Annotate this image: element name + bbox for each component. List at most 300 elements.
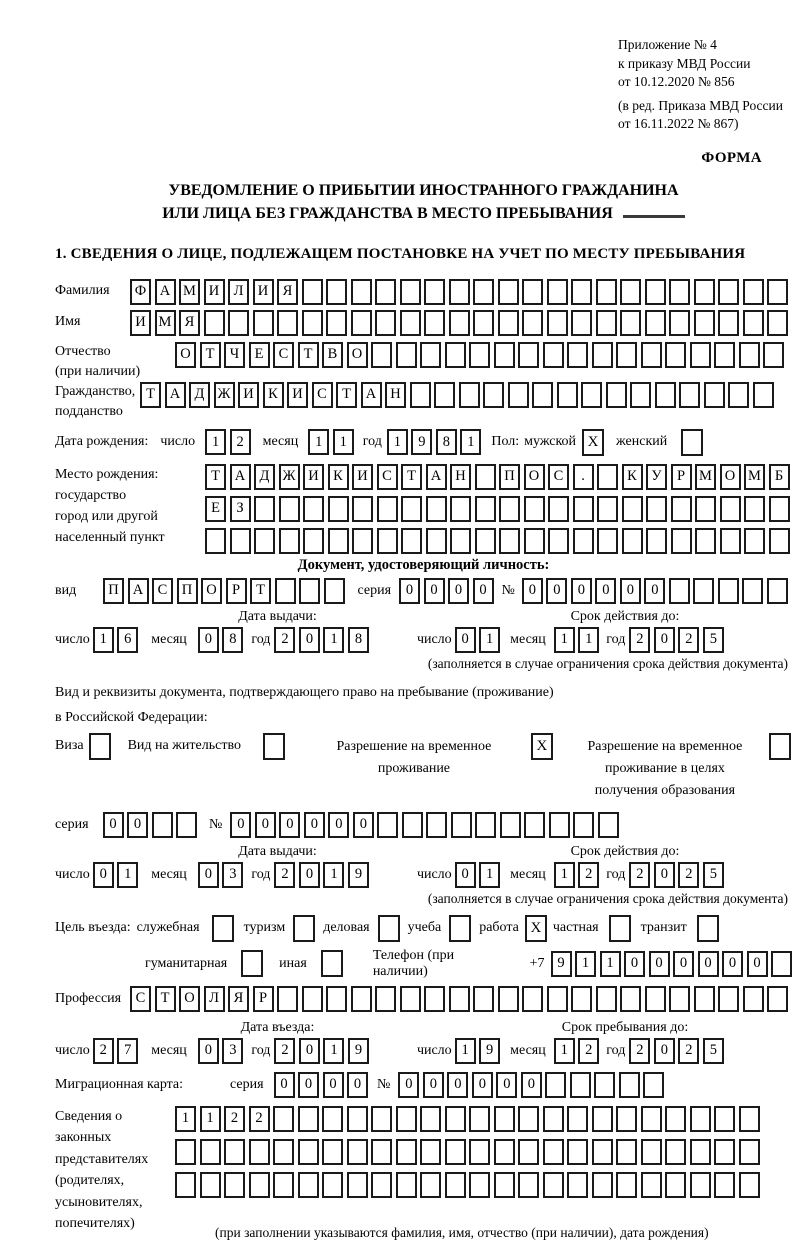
char-cell[interactable]: 9 <box>348 862 369 888</box>
char-cell[interactable] <box>695 528 716 554</box>
char-cell[interactable]: 8 <box>348 627 369 653</box>
char-cell[interactable]: Т <box>250 578 271 604</box>
char-cell[interactable] <box>518 1139 539 1165</box>
char-cell[interactable] <box>596 279 617 305</box>
char-cell[interactable] <box>469 1139 490 1165</box>
char-cell[interactable]: 0 <box>571 578 592 604</box>
char-cell[interactable]: Я <box>277 279 298 305</box>
char-cell[interactable]: 0 <box>722 951 743 977</box>
char-cell[interactable] <box>597 496 618 522</box>
char-cell[interactable] <box>424 310 445 336</box>
char-cell[interactable] <box>598 812 619 838</box>
char-cell[interactable]: А <box>155 279 176 305</box>
char-cell[interactable]: 0 <box>654 627 675 653</box>
char-cell[interactable] <box>445 1139 466 1165</box>
char-cell[interactable] <box>763 342 784 368</box>
char-cell[interactable] <box>720 496 741 522</box>
char-cell[interactable]: Т <box>298 342 319 368</box>
char-cell[interactable] <box>557 382 578 408</box>
char-cell[interactable] <box>524 812 545 838</box>
char-cell[interactable] <box>200 1172 221 1198</box>
char-cell[interactable] <box>475 496 496 522</box>
char-cell[interactable]: 1 <box>460 429 481 455</box>
purpose-private-checkbox[interactable] <box>609 915 631 942</box>
char-cell[interactable] <box>718 578 739 604</box>
char-cell[interactable] <box>695 496 716 522</box>
char-cell[interactable] <box>597 464 618 490</box>
char-cell[interactable]: 0 <box>654 1038 675 1064</box>
residence-permit-checkbox[interactable] <box>263 733 285 760</box>
char-cell[interactable] <box>445 1172 466 1198</box>
char-cell[interactable]: Т <box>155 986 176 1012</box>
char-cell[interactable]: 9 <box>348 1038 369 1064</box>
char-cell[interactable] <box>254 528 275 554</box>
char-cell[interactable] <box>420 1172 441 1198</box>
char-cell[interactable] <box>645 310 666 336</box>
char-cell[interactable]: 0 <box>747 951 768 977</box>
char-cell[interactable] <box>303 528 324 554</box>
char-cell[interactable] <box>665 1106 686 1132</box>
char-cell[interactable] <box>596 986 617 1012</box>
char-cell[interactable] <box>567 342 588 368</box>
sex-male-checkbox[interactable]: X <box>582 429 604 456</box>
char-cell[interactable] <box>714 1106 735 1132</box>
char-cell[interactable] <box>694 279 715 305</box>
char-cell[interactable]: 0 <box>93 862 114 888</box>
char-cell[interactable] <box>375 279 396 305</box>
char-cell[interactable] <box>377 496 398 522</box>
char-cell[interactable] <box>449 986 470 1012</box>
char-cell[interactable] <box>273 1172 294 1198</box>
char-cell[interactable] <box>524 528 545 554</box>
char-cell[interactable] <box>548 496 569 522</box>
char-cell[interactable] <box>547 986 568 1012</box>
char-cell[interactable] <box>616 1139 637 1165</box>
char-cell[interactable] <box>646 496 667 522</box>
char-cell[interactable] <box>449 279 470 305</box>
char-cell[interactable]: С <box>548 464 569 490</box>
char-cell[interactable] <box>450 528 471 554</box>
char-cell[interactable] <box>769 528 790 554</box>
char-cell[interactable] <box>571 279 592 305</box>
char-cell[interactable]: Н <box>385 382 406 408</box>
char-cell[interactable]: Р <box>253 986 274 1012</box>
char-cell[interactable]: Т <box>200 342 221 368</box>
char-cell[interactable]: 1 <box>554 1038 575 1064</box>
char-cell[interactable]: 0 <box>274 1072 295 1098</box>
char-cell[interactable] <box>739 1139 760 1165</box>
char-cell[interactable] <box>671 496 692 522</box>
char-cell[interactable] <box>767 986 788 1012</box>
char-cell[interactable]: 1 <box>575 951 596 977</box>
char-cell[interactable] <box>641 342 662 368</box>
char-cell[interactable] <box>351 986 372 1012</box>
char-cell[interactable]: 1 <box>200 1106 221 1132</box>
char-cell[interactable]: С <box>152 578 173 604</box>
char-cell[interactable] <box>352 496 373 522</box>
char-cell[interactable] <box>767 279 788 305</box>
char-cell[interactable]: М <box>744 464 765 490</box>
char-cell[interactable]: 9 <box>411 429 432 455</box>
char-cell[interactable] <box>473 279 494 305</box>
char-cell[interactable] <box>547 279 568 305</box>
char-cell[interactable] <box>377 528 398 554</box>
char-cell[interactable] <box>767 578 788 604</box>
char-cell[interactable] <box>351 279 372 305</box>
char-cell[interactable] <box>469 342 490 368</box>
char-cell[interactable]: О <box>179 986 200 1012</box>
char-cell[interactable]: К <box>328 464 349 490</box>
char-cell[interactable] <box>718 279 739 305</box>
char-cell[interactable]: А <box>426 464 447 490</box>
char-cell[interactable] <box>543 342 564 368</box>
char-cell[interactable]: 2 <box>230 429 251 455</box>
char-cell[interactable]: П <box>177 578 198 604</box>
char-cell[interactable] <box>347 1139 368 1165</box>
char-cell[interactable]: О <box>524 464 545 490</box>
char-cell[interactable] <box>494 1106 515 1132</box>
char-cell[interactable]: 1 <box>479 862 500 888</box>
char-cell[interactable] <box>573 496 594 522</box>
char-cell[interactable]: 3 <box>222 1038 243 1064</box>
char-cell[interactable]: И <box>130 310 151 336</box>
char-cell[interactable] <box>592 1139 613 1165</box>
char-cell[interactable] <box>298 1139 319 1165</box>
char-cell[interactable] <box>424 986 445 1012</box>
char-cell[interactable] <box>273 1106 294 1132</box>
char-cell[interactable]: 0 <box>423 1072 444 1098</box>
char-cell[interactable]: Т <box>140 382 161 408</box>
char-cell[interactable]: 0 <box>673 951 694 977</box>
char-cell[interactable] <box>571 310 592 336</box>
char-cell[interactable] <box>567 1172 588 1198</box>
char-cell[interactable]: С <box>312 382 333 408</box>
char-cell[interactable] <box>592 1172 613 1198</box>
char-cell[interactable]: У <box>646 464 667 490</box>
char-cell[interactable]: И <box>287 382 308 408</box>
char-cell[interactable]: О <box>720 464 741 490</box>
char-cell[interactable]: 0 <box>198 1038 219 1064</box>
char-cell[interactable]: П <box>103 578 124 604</box>
char-cell[interactable] <box>714 1139 735 1165</box>
char-cell[interactable]: 0 <box>127 812 148 838</box>
char-cell[interactable]: П <box>499 464 520 490</box>
char-cell[interactable] <box>645 279 666 305</box>
char-cell[interactable] <box>371 1139 392 1165</box>
char-cell[interactable]: 2 <box>249 1106 270 1132</box>
char-cell[interactable] <box>714 342 735 368</box>
char-cell[interactable]: 1 <box>554 627 575 653</box>
char-cell[interactable] <box>424 279 445 305</box>
char-cell[interactable] <box>543 1172 564 1198</box>
char-cell[interactable] <box>567 1139 588 1165</box>
char-cell[interactable] <box>742 578 763 604</box>
char-cell[interactable] <box>371 342 392 368</box>
char-cell[interactable] <box>473 310 494 336</box>
char-cell[interactable] <box>665 1172 686 1198</box>
char-cell[interactable] <box>326 986 347 1012</box>
char-cell[interactable] <box>298 1172 319 1198</box>
char-cell[interactable] <box>594 1072 615 1098</box>
char-cell[interactable]: 2 <box>274 1038 295 1064</box>
char-cell[interactable] <box>420 1139 441 1165</box>
char-cell[interactable]: А <box>230 464 251 490</box>
char-cell[interactable] <box>518 1106 539 1132</box>
char-cell[interactable]: 2 <box>629 862 650 888</box>
char-cell[interactable]: 0 <box>304 812 325 838</box>
char-cell[interactable]: 0 <box>299 1038 320 1064</box>
char-cell[interactable] <box>449 310 470 336</box>
char-cell[interactable]: 1 <box>323 862 344 888</box>
char-cell[interactable]: И <box>303 464 324 490</box>
purpose-official-checkbox[interactable] <box>212 915 234 942</box>
char-cell[interactable] <box>328 496 349 522</box>
char-cell[interactable]: 0 <box>496 1072 517 1098</box>
char-cell[interactable]: 2 <box>93 1038 114 1064</box>
char-cell[interactable]: 1 <box>554 862 575 888</box>
char-cell[interactable] <box>400 986 421 1012</box>
char-cell[interactable] <box>499 528 520 554</box>
char-cell[interactable] <box>302 279 323 305</box>
temp-residence-edu-checkbox[interactable] <box>769 733 791 760</box>
char-cell[interactable]: Т <box>401 464 422 490</box>
char-cell[interactable]: А <box>361 382 382 408</box>
char-cell[interactable] <box>302 310 323 336</box>
char-cell[interactable]: И <box>204 279 225 305</box>
char-cell[interactable] <box>606 382 627 408</box>
char-cell[interactable] <box>548 528 569 554</box>
char-cell[interactable]: 1 <box>387 429 408 455</box>
char-cell[interactable]: Е <box>205 496 226 522</box>
char-cell[interactable]: М <box>179 279 200 305</box>
char-cell[interactable] <box>690 1172 711 1198</box>
char-cell[interactable]: 2 <box>629 1038 650 1064</box>
char-cell[interactable] <box>616 1106 637 1132</box>
char-cell[interactable]: 1 <box>333 429 354 455</box>
char-cell[interactable]: 0 <box>279 812 300 838</box>
char-cell[interactable]: Т <box>205 464 226 490</box>
char-cell[interactable]: С <box>273 342 294 368</box>
char-cell[interactable]: 1 <box>323 627 344 653</box>
char-cell[interactable] <box>743 986 764 1012</box>
char-cell[interactable]: 0 <box>198 862 219 888</box>
char-cell[interactable]: К <box>622 464 643 490</box>
char-cell[interactable] <box>718 310 739 336</box>
char-cell[interactable] <box>744 496 765 522</box>
char-cell[interactable]: А <box>165 382 186 408</box>
char-cell[interactable] <box>483 382 504 408</box>
char-cell[interactable]: В <box>322 342 343 368</box>
char-cell[interactable] <box>570 1072 591 1098</box>
char-cell[interactable] <box>619 1072 640 1098</box>
char-cell[interactable] <box>753 382 774 408</box>
char-cell[interactable]: 0 <box>353 812 374 838</box>
char-cell[interactable] <box>326 310 347 336</box>
char-cell[interactable]: 1 <box>205 429 226 455</box>
char-cell[interactable]: 0 <box>103 812 124 838</box>
char-cell[interactable] <box>771 951 792 977</box>
char-cell[interactable] <box>224 1172 245 1198</box>
char-cell[interactable]: 1 <box>117 862 138 888</box>
char-cell[interactable] <box>445 342 466 368</box>
char-cell[interactable]: 0 <box>198 627 219 653</box>
char-cell[interactable] <box>277 986 298 1012</box>
char-cell[interactable] <box>469 1106 490 1132</box>
char-cell[interactable]: Б <box>769 464 790 490</box>
char-cell[interactable]: 9 <box>479 1038 500 1064</box>
char-cell[interactable] <box>377 812 398 838</box>
sex-female-checkbox[interactable] <box>681 429 703 456</box>
char-cell[interactable] <box>328 528 349 554</box>
char-cell[interactable] <box>475 464 496 490</box>
char-cell[interactable] <box>622 528 643 554</box>
char-cell[interactable]: 1 <box>175 1106 196 1132</box>
purpose-transit-checkbox[interactable] <box>697 915 719 942</box>
char-cell[interactable]: С <box>130 986 151 1012</box>
char-cell[interactable]: 0 <box>448 578 469 604</box>
char-cell[interactable] <box>352 528 373 554</box>
char-cell[interactable]: Ж <box>279 464 300 490</box>
char-cell[interactable] <box>347 1172 368 1198</box>
char-cell[interactable] <box>254 496 275 522</box>
char-cell[interactable] <box>522 986 543 1012</box>
char-cell[interactable] <box>450 496 471 522</box>
char-cell[interactable] <box>494 342 515 368</box>
char-cell[interactable]: 2 <box>678 862 699 888</box>
char-cell[interactable] <box>616 1172 637 1198</box>
char-cell[interactable] <box>494 1139 515 1165</box>
char-cell[interactable]: 7 <box>117 1038 138 1064</box>
char-cell[interactable]: Д <box>254 464 275 490</box>
char-cell[interactable] <box>522 310 543 336</box>
char-cell[interactable]: 0 <box>473 578 494 604</box>
temp-residence-checkbox[interactable]: X <box>531 733 553 760</box>
char-cell[interactable] <box>375 986 396 1012</box>
char-cell[interactable] <box>371 1106 392 1132</box>
char-cell[interactable] <box>498 279 519 305</box>
char-cell[interactable]: 5 <box>703 627 724 653</box>
char-cell[interactable] <box>573 812 594 838</box>
char-cell[interactable] <box>322 1139 343 1165</box>
char-cell[interactable] <box>518 342 539 368</box>
char-cell[interactable] <box>690 1139 711 1165</box>
char-cell[interactable]: О <box>347 342 368 368</box>
char-cell[interactable] <box>253 310 274 336</box>
char-cell[interactable] <box>739 1172 760 1198</box>
purpose-humanitarian-checkbox[interactable] <box>241 950 263 977</box>
char-cell[interactable]: 0 <box>620 578 641 604</box>
char-cell[interactable]: О <box>175 342 196 368</box>
char-cell[interactable]: . <box>573 464 594 490</box>
char-cell[interactable] <box>643 1072 664 1098</box>
char-cell[interactable]: 0 <box>522 578 543 604</box>
char-cell[interactable]: И <box>352 464 373 490</box>
char-cell[interactable] <box>402 812 423 838</box>
char-cell[interactable]: 5 <box>703 1038 724 1064</box>
char-cell[interactable] <box>371 1172 392 1198</box>
char-cell[interactable]: 2 <box>578 862 599 888</box>
char-cell[interactable] <box>420 1106 441 1132</box>
char-cell[interactable] <box>679 382 700 408</box>
char-cell[interactable] <box>694 986 715 1012</box>
char-cell[interactable] <box>273 1139 294 1165</box>
char-cell[interactable] <box>641 1139 662 1165</box>
purpose-study-checkbox[interactable] <box>449 915 471 942</box>
char-cell[interactable]: 6 <box>117 627 138 653</box>
char-cell[interactable] <box>303 496 324 522</box>
char-cell[interactable]: 0 <box>698 951 719 977</box>
char-cell[interactable] <box>494 1172 515 1198</box>
char-cell[interactable]: 0 <box>398 1072 419 1098</box>
char-cell[interactable] <box>175 1172 196 1198</box>
char-cell[interactable]: Р <box>226 578 247 604</box>
char-cell[interactable]: Я <box>179 310 200 336</box>
char-cell[interactable] <box>249 1139 270 1165</box>
char-cell[interactable]: К <box>263 382 284 408</box>
char-cell[interactable] <box>622 496 643 522</box>
char-cell[interactable] <box>522 279 543 305</box>
char-cell[interactable]: 0 <box>298 1072 319 1098</box>
char-cell[interactable]: Л <box>204 986 225 1012</box>
char-cell[interactable]: Т <box>336 382 357 408</box>
char-cell[interactable]: 5 <box>703 862 724 888</box>
char-cell[interactable]: 0 <box>323 1072 344 1098</box>
char-cell[interactable] <box>396 1172 417 1198</box>
char-cell[interactable]: 3 <box>222 862 243 888</box>
purpose-business-checkbox[interactable] <box>378 915 400 942</box>
char-cell[interactable] <box>500 812 521 838</box>
char-cell[interactable] <box>299 578 320 604</box>
char-cell[interactable]: 8 <box>436 429 457 455</box>
char-cell[interactable]: 0 <box>328 812 349 838</box>
char-cell[interactable] <box>665 342 686 368</box>
char-cell[interactable]: Е <box>249 342 270 368</box>
char-cell[interactable]: 0 <box>399 578 420 604</box>
char-cell[interactable] <box>499 496 520 522</box>
char-cell[interactable] <box>641 1172 662 1198</box>
char-cell[interactable]: 2 <box>678 1038 699 1064</box>
char-cell[interactable]: Ф <box>130 279 151 305</box>
char-cell[interactable] <box>665 1139 686 1165</box>
char-cell[interactable] <box>744 528 765 554</box>
char-cell[interactable] <box>279 528 300 554</box>
char-cell[interactable]: 2 <box>274 627 295 653</box>
char-cell[interactable]: 1 <box>323 1038 344 1064</box>
char-cell[interactable] <box>545 1072 566 1098</box>
char-cell[interactable]: 0 <box>654 862 675 888</box>
char-cell[interactable]: 2 <box>274 862 295 888</box>
char-cell[interactable] <box>400 279 421 305</box>
char-cell[interactable] <box>451 812 472 838</box>
char-cell[interactable] <box>277 310 298 336</box>
char-cell[interactable] <box>445 1106 466 1132</box>
char-cell[interactable]: 0 <box>455 862 476 888</box>
char-cell[interactable] <box>739 1106 760 1132</box>
char-cell[interactable]: 1 <box>93 627 114 653</box>
char-cell[interactable] <box>410 382 431 408</box>
char-cell[interactable] <box>401 528 422 554</box>
char-cell[interactable] <box>543 1106 564 1132</box>
char-cell[interactable]: 2 <box>578 1038 599 1064</box>
char-cell[interactable] <box>426 528 447 554</box>
char-cell[interactable] <box>620 310 641 336</box>
char-cell[interactable] <box>739 342 760 368</box>
char-cell[interactable] <box>567 1106 588 1132</box>
char-cell[interactable]: 0 <box>521 1072 542 1098</box>
char-cell[interactable]: 2 <box>224 1106 245 1132</box>
char-cell[interactable] <box>351 310 372 336</box>
char-cell[interactable]: Н <box>450 464 471 490</box>
